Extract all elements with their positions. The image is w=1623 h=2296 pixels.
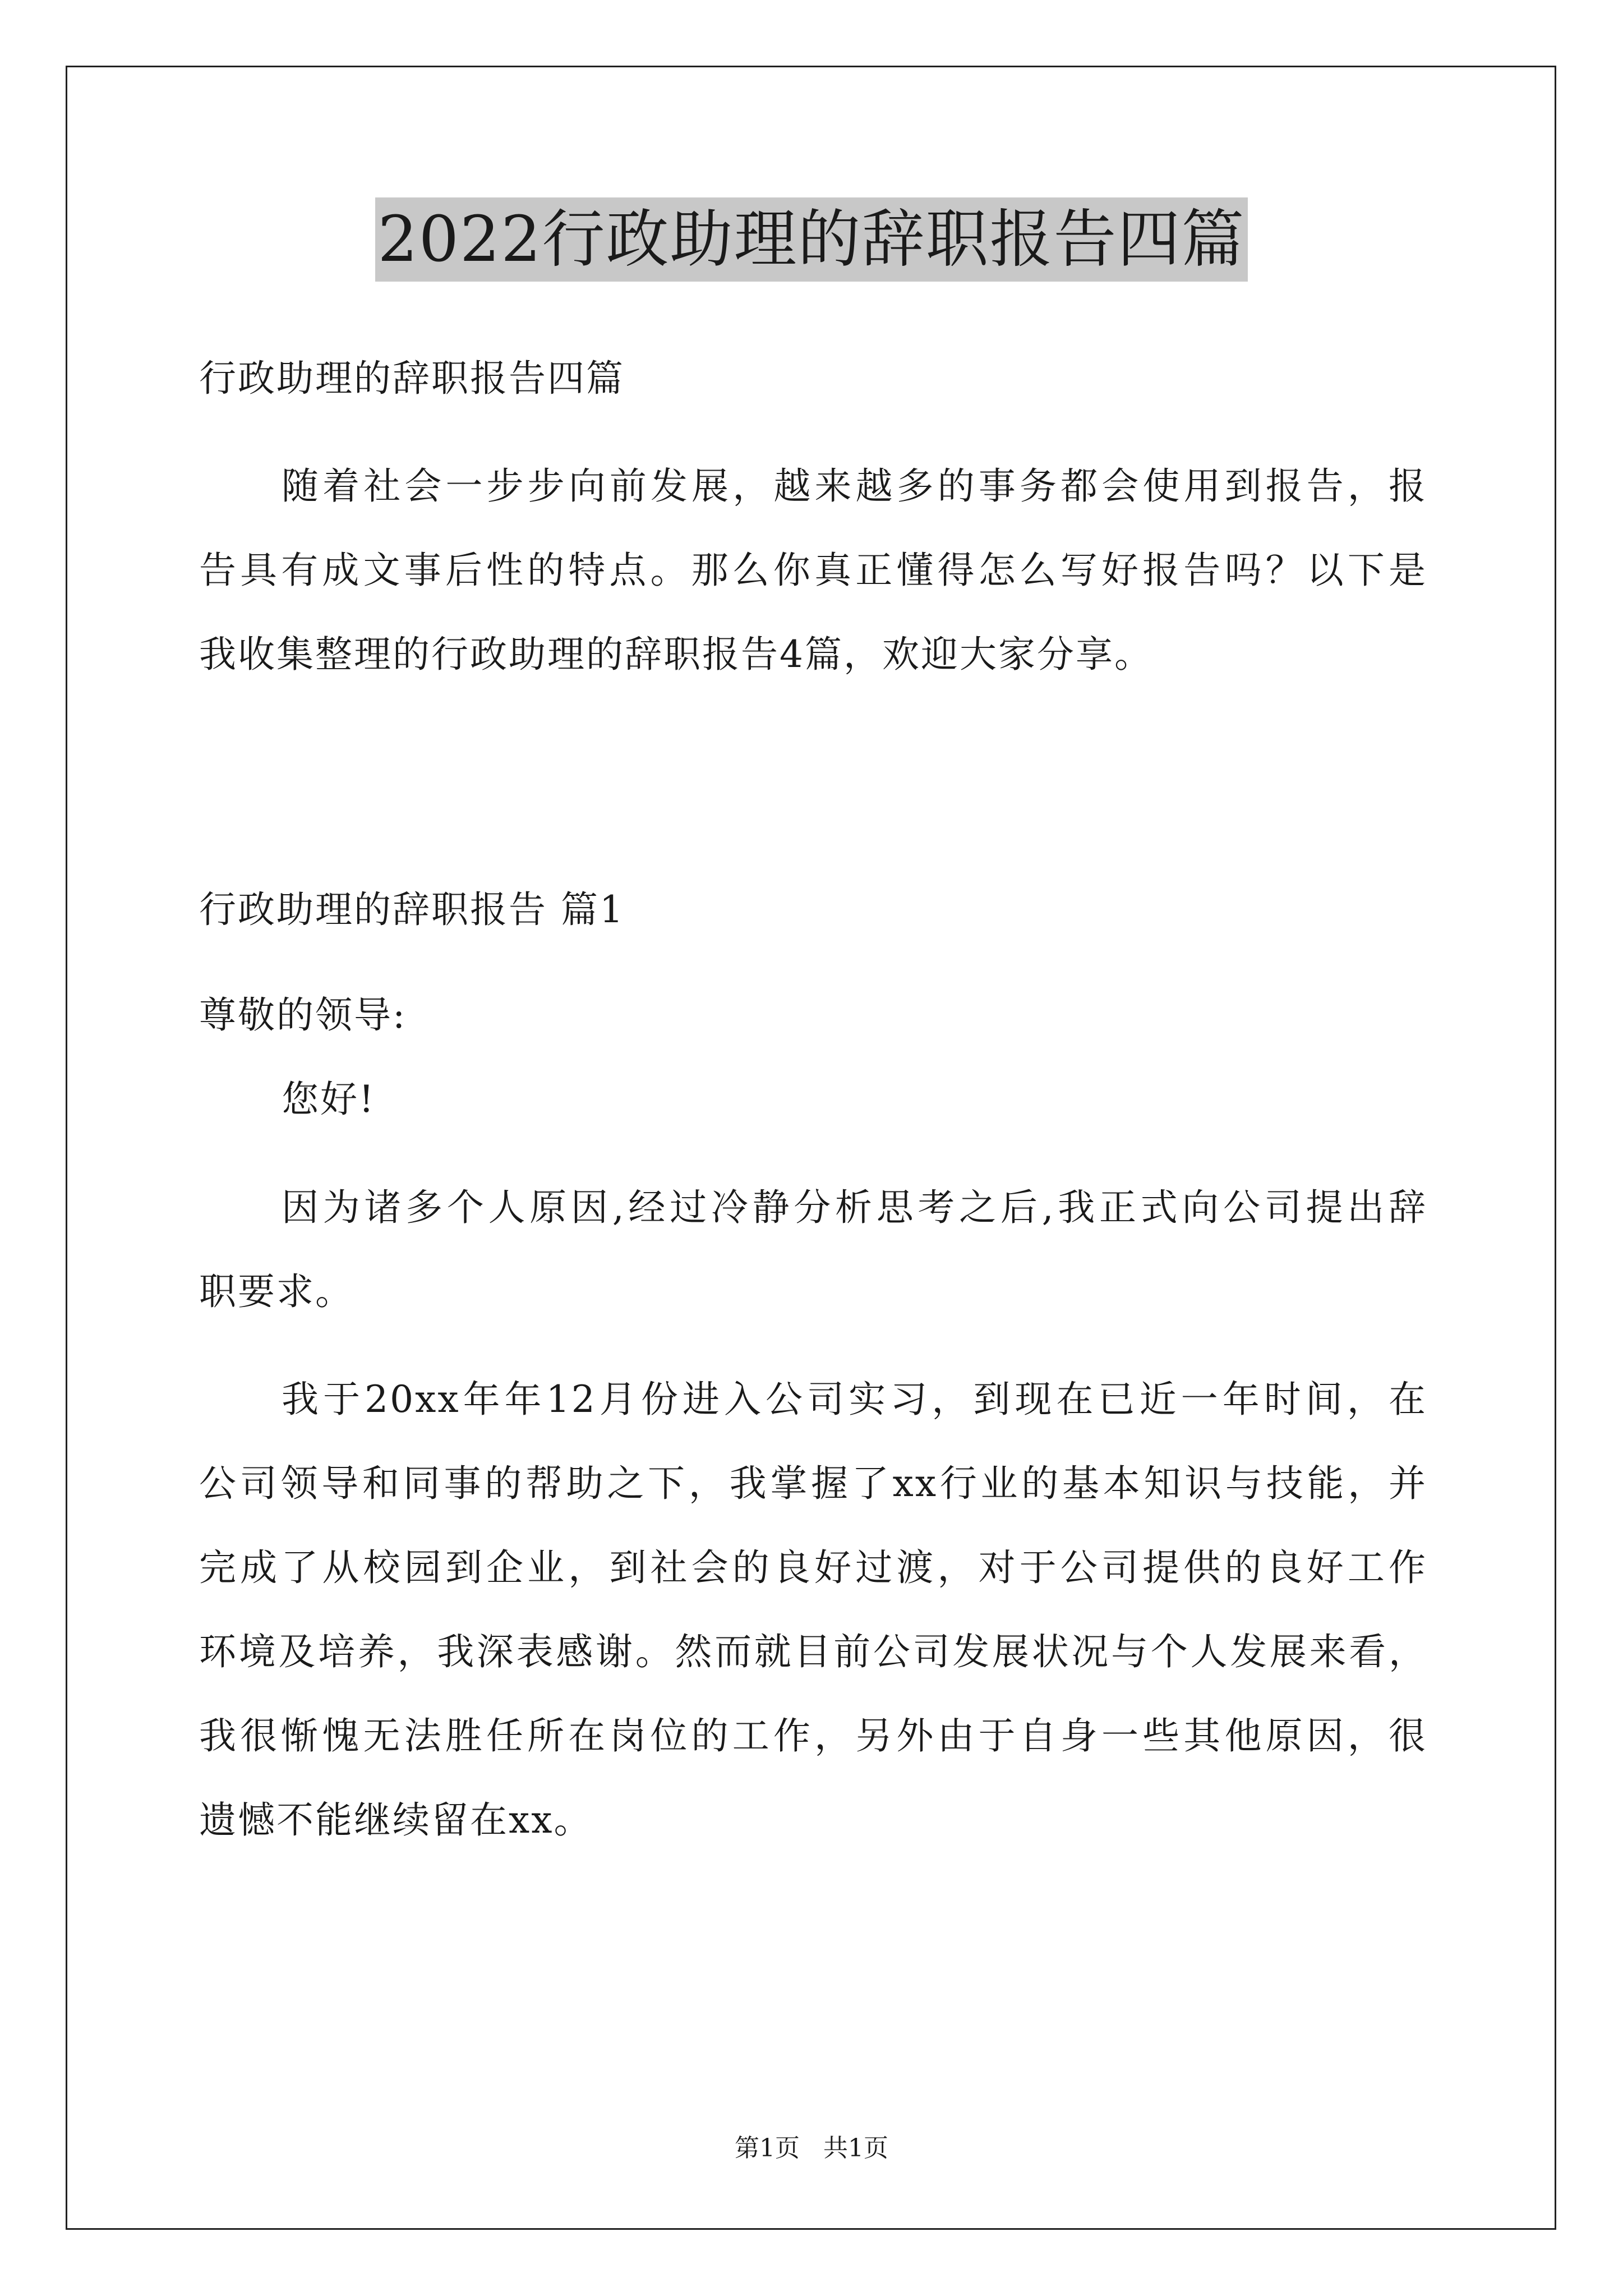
document-title: 2022行政助理的辞职报告四篇 — [375, 197, 1247, 282]
paragraph-line: 遗憾不能继续留在xx。 — [199, 1798, 593, 1842]
paragraph-line: 公司领导和同事的帮助之下，我掌握了xx行业的基本知识与技能，并 — [199, 1462, 1427, 1505]
paragraph-line: 因为诸多个人原因,经过冷静分析思考之后,我正式向公司提出辞 — [282, 1186, 1427, 1229]
paragraph-line: 职要求。 — [199, 1270, 354, 1313]
paragraph-line: 完成了从校园到企业，到社会的良好过渡，对于公司提供的良好工作 — [199, 1546, 1427, 1589]
title-container — [0, 197, 1623, 282]
page-footer: 第1页 共1页 — [735, 2134, 888, 2162]
salutation: 尊敬的领导: — [199, 993, 407, 1037]
paragraph-line: 我很惭愧无法胜任所在岗位的工作，另外由于自身一些其他原因，很 — [199, 1714, 1427, 1757]
paragraph-line: 环境及培养，我深表感谢。然而就目前公司发展状况与个人发展来看， — [199, 1630, 1427, 1673]
intro-heading: 行政助理的辞职报告四篇 — [199, 357, 625, 400]
paragraph-line: 告具有成文事后性的特点。那么你真正懂得怎么写好报告吗？以下是 — [199, 549, 1427, 592]
greeting: 您好! — [282, 1078, 376, 1121]
paragraph-line: 我于20xx年年12月份进入公司实习，到现在已近一年时间，在 — [282, 1378, 1427, 1421]
paragraph-line: 我收集整理的行政助理的辞职报告4篇，欢迎大家分享。 — [199, 633, 1153, 676]
paragraph-line: 随着社会一步步向前发展，越来越多的事务都会使用到报告，报 — [282, 464, 1427, 508]
section-heading: 行政助理的辞职报告 篇1 — [199, 888, 625, 931]
